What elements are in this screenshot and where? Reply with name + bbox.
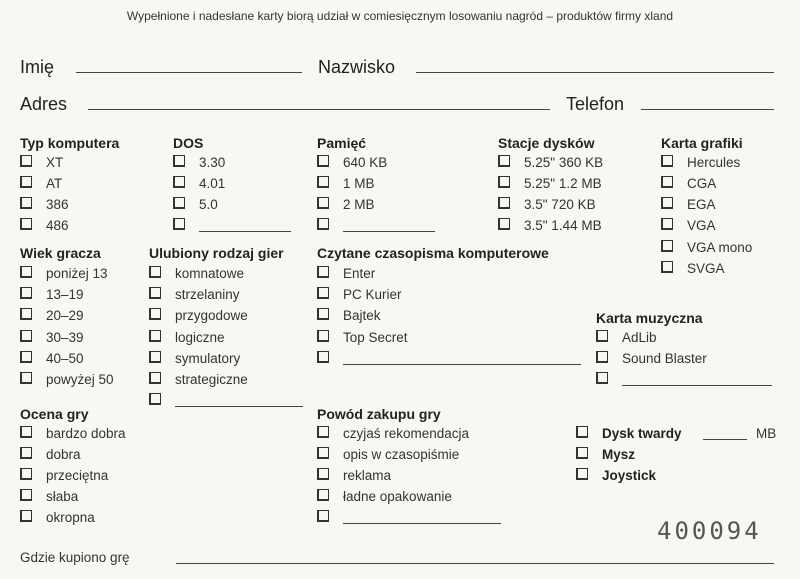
adres-label: Adres xyxy=(20,94,68,114)
pamiec-heading: Pamięć xyxy=(317,135,367,151)
gdzie-label: Gdzie kupiono grę xyxy=(20,550,130,565)
typ-komputera-heading: Typ komputera xyxy=(20,135,120,151)
czasopisma-heading: Czytane czasopisma komputerowe xyxy=(317,245,549,261)
imie-field[interactable] xyxy=(76,72,302,73)
powod-heading: Powód zakupu gry xyxy=(317,406,441,422)
serial-number: 400094 xyxy=(657,517,762,545)
dos-heading: DOS xyxy=(173,135,204,151)
telefon-label: Telefon xyxy=(566,94,625,114)
dysk-twardy-option[interactable]: Dysk twardy MB xyxy=(576,426,786,444)
karta-grafiki-heading: Karta grafiki xyxy=(661,135,743,151)
ocena-heading: Ocena gry xyxy=(20,406,89,422)
karta-muzyczna-heading: Karta muzyczna xyxy=(596,310,703,326)
form-header: Wypełnione i nadesłane karty biorą udział w comiesięcznym losowaniu nagród – produktów firmy xland xyxy=(126,9,674,23)
nazwisko-label: Nazwisko xyxy=(318,57,396,77)
telefon-field[interactable] xyxy=(641,109,774,110)
gdzie-field[interactable] xyxy=(176,563,774,564)
stacje-heading: Stacje dysków xyxy=(498,135,595,151)
dysk-size-field[interactable] xyxy=(703,439,747,440)
wiek-heading: Wiek gracza xyxy=(20,245,101,261)
nazwisko-field[interactable] xyxy=(416,72,774,73)
adres-field[interactable] xyxy=(88,109,550,110)
imie-label: Imię xyxy=(20,57,55,77)
rodzaj-heading: Ulubiony rodzaj gier xyxy=(149,245,284,261)
dysk-mb-label: MB xyxy=(756,426,777,441)
